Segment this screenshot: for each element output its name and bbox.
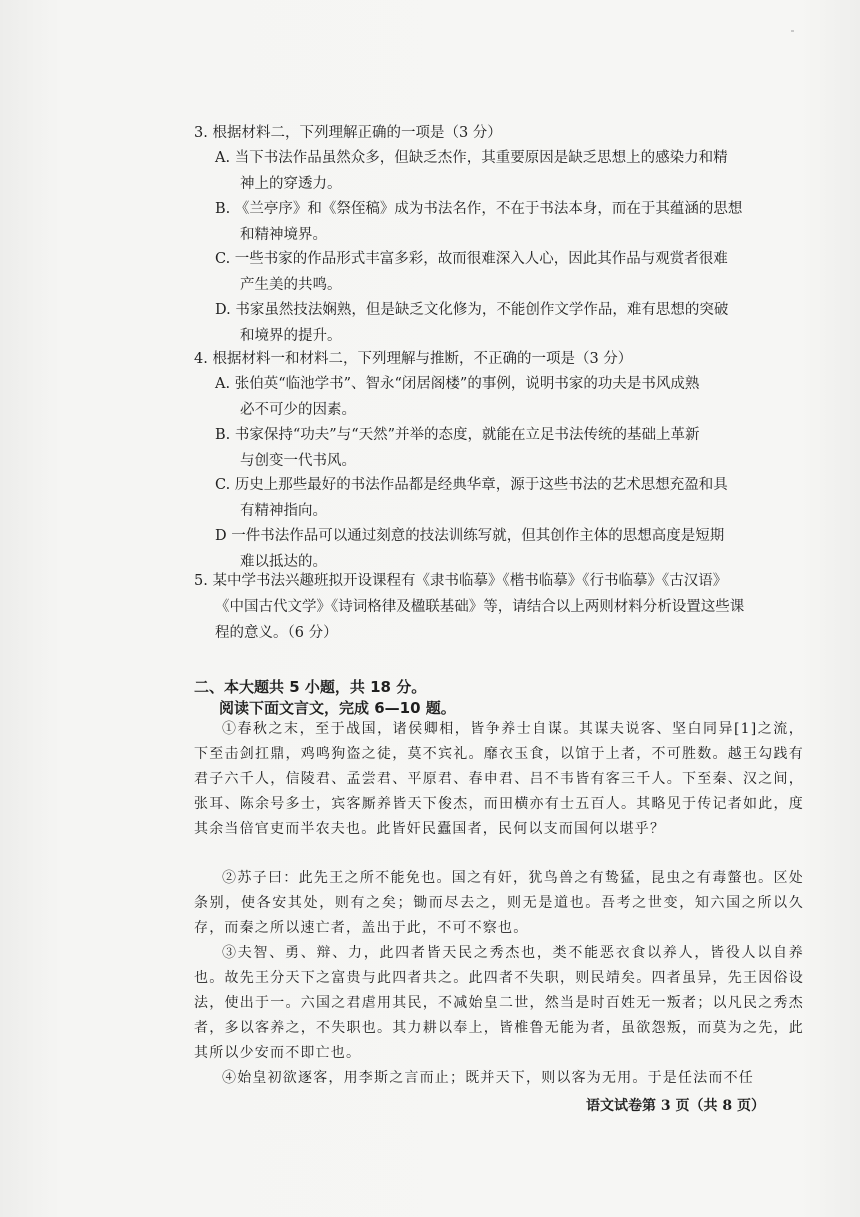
q3-option-d: D. 书家虽然技法娴熟，但是缺乏文化修为，不能创作文学作品，难有思想的突破 xyxy=(215,302,729,318)
q3-option-c: C. 一些书家的作品形式丰富多彩，故而很难深入人心，因此其作品与观赏者很难 xyxy=(215,251,728,267)
q4-option-a-cont: 必不可少的因素。 xyxy=(240,402,356,418)
passage-paragraph-3: ③夫智、勇、辩、力，此四者皆天民之秀杰也，类不能恶衣食以养人，皆役人以自养也。故先王分天下之富贵与此四者共之。此四者不失职，则民靖矣。四者虽异，先王因俗设法，使出于一。六国之君虐用其民，不减始皇二世，然当是时百姓无一叛者；以凡民之秀杰者，多以客养之，不失职也。其力耕以奉上，皆椎鲁无能为者，虽欲怨叛，而莫为之先，此其所以少安而不即亡也。 xyxy=(194,945,804,1061)
q4-option-a: A. 张伯英“临池学书”、智永“闭居阁楼”的事例，说明书家的功夫是书风成熟 xyxy=(215,376,700,392)
passage-paragraph-1: ①春秋之末，至于战国，诸侯卿相，皆争养士自谋。其谋夫说客、坚白同异[1]之流，下至击剑扛鼎，鸡鸣狗盗之徒，莫不宾礼。靡衣玉食，以馆于上者，不可胜数。越王勾践有君子六千人，信陵君、孟尝君、平原君、春申君、吕不韦皆有客三千人。下至秦、汉之间，张耳、陈余号多士，宾客厮养皆天下俊杰，而田横亦有士五百人。其略见于传记者如此，度其余当倍官吏而半农夫也。此皆奸民蠹国者，民何以支而国何以堪乎？ xyxy=(194,721,804,837)
q3-option-c-cont: 产生美的共鸣。 xyxy=(240,277,342,293)
q4-option-b: B. 书家保持“功夫”与“天然”并举的态度，就能在立足书法传统的基础上革新 xyxy=(215,427,700,443)
passage-paragraph-4: ④始皇初欲逐客，用李斯之言而止；既并天下，则以客为无用。于是任法而不任 xyxy=(222,1070,754,1086)
q5-line-2: 《中国古代文学》《诗词格律及楹联基础》等，请结合以上两则材料分析设置这些课 xyxy=(215,599,745,615)
q3-option-a-cont: 神上的穿透力。 xyxy=(240,176,342,192)
passage-paragraph-2: ②苏子曰：此先王之所不能免也。国之有奸，犹鸟兽之有鸷猛，昆虫之有毒螫也。区处条别，使各安其处，则有之矣；锄而尽去之，则无是道也。吾考之世变，知六国之所以久存，而秦之所以速亡者，盖出于此，不可不察也。 xyxy=(194,870,804,936)
q3-option-b: B. 《兰亭序》和《祭侄稿》成为书法名作，不在于书法本身，而在于其蕴涵的思想 xyxy=(215,201,743,217)
page-footer: 语文试卷第 3 页（共 8 页） xyxy=(586,1098,765,1114)
section-instruction: 阅读下面文言文，完成 6—10 题。 xyxy=(219,699,456,717)
q4-option-b-cont: 与创变一代书风。 xyxy=(240,453,356,469)
q5-line-1: 5. 某中学书法兴趣班拟开设课程有《隶书临摹》《楷书临摹》《行书临摹》《古汉语》 xyxy=(194,573,728,589)
scan-speck xyxy=(791,30,794,32)
section-heading: 二、本大题共 5 小题，共 18 分。 xyxy=(194,678,427,696)
q4-option-c-cont: 有精神指向。 xyxy=(240,503,327,519)
q3-option-b-cont: 和精神境界。 xyxy=(240,227,327,243)
q5-line-3: 程的意义。（6 分） xyxy=(215,625,338,641)
q3-option-a: A. 当下书法作品虽然众多，但缺乏杰作，其重要原因是缺乏思想上的感染力和精 xyxy=(215,150,728,166)
q4-option-d-cont: 难以抵达的。 xyxy=(240,554,327,570)
q4-stem: 4. 根据材料一和材料二，下列理解与推断，不正确的一项是（3 分） xyxy=(194,351,633,367)
q4-option-c: C. 历史上那些最好的书法作品都是经典华章，源于这些书法的艺术思想充盈和具 xyxy=(215,477,728,493)
q4-option-d: D 一件书法作品可以通过刻意的技法训练写就，但其创作主体的思想高度是短期 xyxy=(215,528,725,544)
q3-option-d-cont: 和境界的提升。 xyxy=(240,328,342,344)
q3-stem: 3. 根据材料二，下列理解正确的一项是（3 分） xyxy=(194,125,502,141)
